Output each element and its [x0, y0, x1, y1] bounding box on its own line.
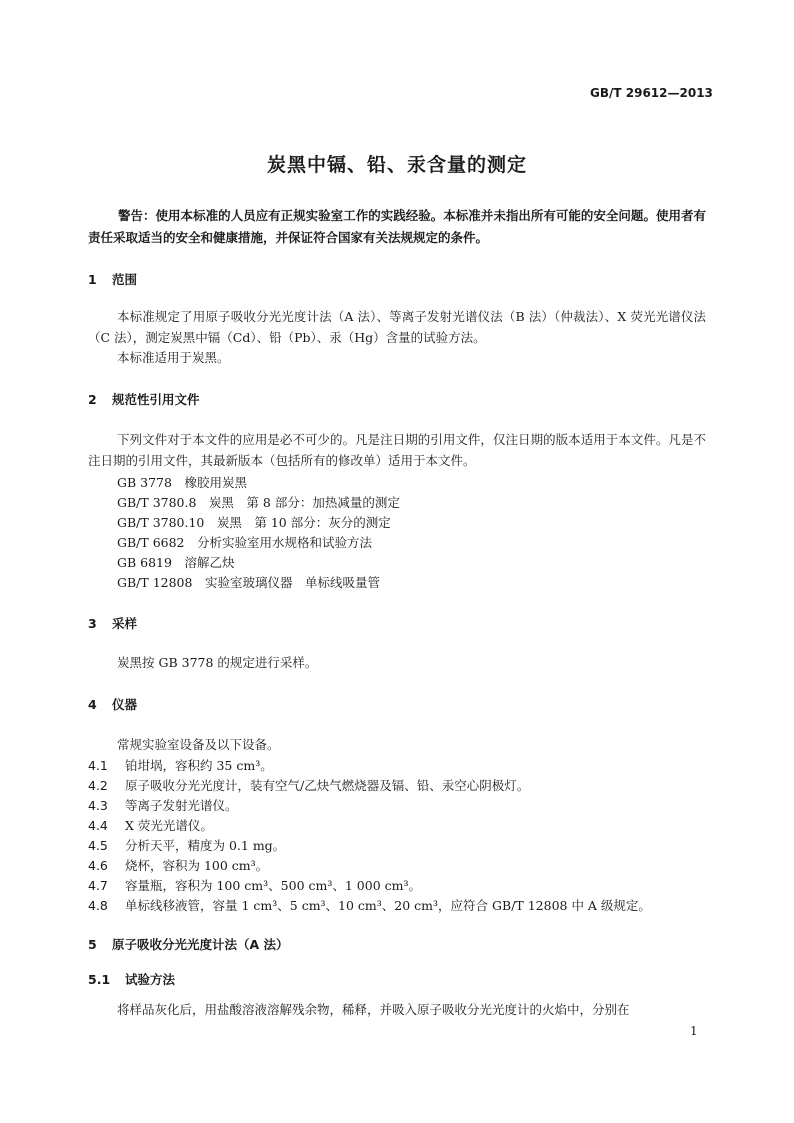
section-2-heading [88, 390, 200, 408]
item-number: 4.8 [88, 898, 108, 913]
section-1-heading [88, 270, 137, 288]
item-number: 4.1 [88, 758, 108, 773]
section-title: 仪器 [112, 697, 138, 712]
item-number: 4.7 [88, 878, 108, 893]
reference-item: GB/T 6682 分析实验室用水规格和试验方法 [117, 535, 373, 550]
subsection-5-1-paragraph-1: 将样品灰化后，用盐酸溶液溶解残余物，稀释，并吸入原子吸收分光光度计的火焰中，分别在 [117, 1002, 630, 1017]
item-text: X 荧光光谱仪。 [125, 818, 213, 833]
item-text: 原子吸收分光光度计，装有空气/乙炔气燃烧器及镉、铅、汞空心阴极灯。 [125, 778, 530, 793]
section-1-paragraph-2: 本标准适用于炭黑。 [117, 350, 230, 365]
instrument-item [88, 756, 273, 774]
item-text: 分析天平，精度为 0.1 mg。 [125, 838, 286, 853]
instrument-item [88, 876, 421, 894]
item-number: 4.4 [88, 818, 108, 833]
section-title: 范围 [112, 272, 138, 287]
section-3-paragraph-1: 炭黑按 GB 3778 的规定进行采样。 [117, 655, 318, 670]
item-number: 4.2 [88, 778, 108, 793]
item-number: 4.6 [88, 858, 108, 873]
page-number: 1 [690, 1024, 698, 1038]
section-1-paragraph-1: 本标准规定了用原子吸收分光光度计法（A 法）、等离子发射光谱仪法（B 法）（仲裁法）、X 荧光光谱仪法（C 法），测定炭黑中镉（Cd）、铅（Pb）、汞（Hg）含量的试验方法。 [88, 309, 706, 345]
item-text: 烧杯，容积为 100 cm³。 [125, 858, 269, 873]
warning-paragraph: 警告：使用本标准的人员应有正规实验室工作的实践经验。本标准并未指出所有可能的安全问题。使用者有责任采取适当的安全和健康措施，并保证符合国家有关法规规定的条件。 [88, 208, 706, 245]
section-5-heading [88, 935, 289, 953]
instrument-item [88, 896, 651, 914]
item-text: 容量瓶，容积为 100 cm³、500 cm³、1 000 cm³。 [125, 878, 421, 893]
item-number: 4.5 [88, 838, 108, 853]
section-3-heading [88, 614, 137, 632]
instrument-item [88, 836, 285, 854]
item-text: 铂坩埚，容积约 35 cm³。 [125, 758, 273, 773]
instrument-item [88, 856, 268, 874]
subsection-5-1-heading [88, 970, 175, 988]
subsection-title: 试验方法 [125, 972, 176, 987]
section-number: 5 [88, 937, 97, 952]
item-number: 4.3 [88, 798, 108, 813]
subsection-number: 5.1 [88, 972, 111, 987]
section-title: 采样 [112, 616, 138, 631]
section-number: 1 [88, 272, 97, 287]
reference-item: GB 3778 橡胶用炭黑 [117, 475, 247, 490]
section-4-heading [88, 695, 137, 713]
instrument-item [88, 816, 213, 834]
item-text: 等离子发射光谱仪。 [125, 798, 238, 813]
section-title: 规范性引用文件 [112, 392, 200, 407]
section-2-paragraph-1: 下列文件对于本文件的应用是必不可少的。凡是注日期的引用文件，仅注日期的版本适用于本文件。凡是不注日期的引用文件，其最新版本（包括所有的修改单）适用于本文件。 [88, 432, 706, 468]
section-number: 3 [88, 616, 97, 631]
section-title: 原子吸收分光光度计法（A 法） [112, 937, 289, 952]
section-4-paragraph-1: 常规实验室设备及以下设备。 [117, 737, 280, 752]
reference-item: GB 6819 溶解乙炔 [117, 555, 235, 570]
document-title: 炭黑中镉、铅、汞含量的测定 [266, 154, 527, 176]
reference-item: GB/T 12808 实验室玻璃仪器 单标线吸量管 [117, 575, 380, 590]
item-text: 单标线移液管，容量 1 cm³、5 cm³、10 cm³、20 cm³，应符合 GB/T 12808 中 A 级规定。 [125, 898, 651, 913]
reference-item: GB/T 3780.8 炭黑 第 8 部分：加热减量的测定 [117, 495, 400, 510]
reference-item: GB/T 3780.10 炭黑 第 10 部分：灰分的测定 [117, 515, 391, 530]
instrument-item [88, 776, 529, 794]
section-number: 2 [88, 392, 97, 407]
standard-code: GB/T 29612—2013 [590, 86, 713, 100]
instrument-item [88, 796, 238, 814]
section-number: 4 [88, 697, 97, 712]
